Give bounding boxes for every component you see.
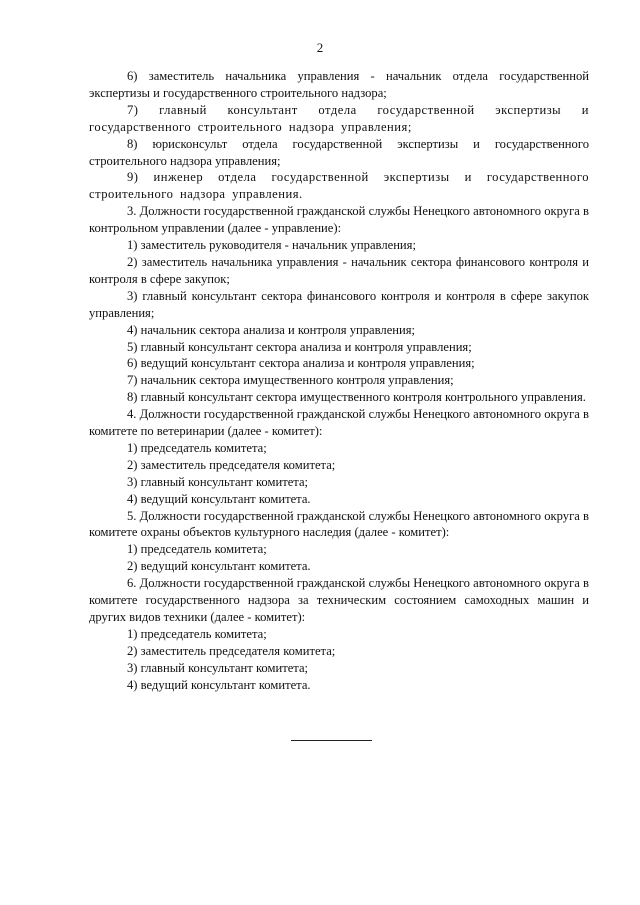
list-item: 2) заместитель начальника управления - начальник сектора финансового контроля и контроля в сфере закупок; bbox=[89, 254, 589, 286]
list-item: 4) ведущий консультант комитета. bbox=[127, 491, 311, 506]
list-item: 5) главный консультант сектора анализа и контроля управления; bbox=[127, 339, 472, 354]
document-body bbox=[89, 68, 589, 694]
list-item: 8) юрисконсульт отдела государственной экспертизы и государственного строительного надзора управления; bbox=[89, 136, 589, 168]
list-item: 7) начальник сектора имущественного контроля управления; bbox=[127, 373, 454, 388]
section-heading: 6. Должности государственной гражданской службы Ненецкого автономного округа в комитете государственного надзора за техническим состоянием самоходных машин и других видов техники (далее - комитет): bbox=[89, 576, 589, 624]
list-item: 6) заместитель начальника управления - начальник отдела государственной экспертизы и государственного строительного надзора; bbox=[89, 69, 589, 100]
list-item: 3) главный консультант комитета; bbox=[127, 660, 309, 675]
list-item: 9) инженер отдела государственной экспертизы и государственного строительного надзора управления. bbox=[89, 170, 589, 202]
section-heading: 4. Должности государственной гражданской службы Ненецкого автономного округа в комитете по ветеринарии (далее - комитет): bbox=[89, 407, 589, 439]
list-item: 4) ведущий консультант комитета. bbox=[127, 677, 311, 692]
list-item: 1) председатель комитета; bbox=[127, 542, 267, 557]
list-item: 1) председатель комитета; bbox=[127, 440, 267, 455]
list-item: 6) ведущий консультант сектора анализа и контроля управления; bbox=[127, 356, 475, 371]
closing-divider bbox=[291, 740, 372, 741]
section-heading: 3. Должности государственной гражданской службы Ненецкого автономного округа в контрольном управлении (далее - управление): bbox=[89, 204, 589, 236]
section-heading: 5. Должности государственной гражданской службы Ненецкого автономного округа в комитете охраны объектов культурного наследия (далее - комитет): bbox=[89, 508, 589, 540]
list-item: 2) заместитель председателя комитета; bbox=[127, 457, 336, 472]
list-item: 3) главный консультант сектора финансового контроля и контроля в сфере закупок управления; bbox=[89, 288, 589, 320]
list-item: 3) главный консультант комитета; bbox=[127, 474, 309, 489]
list-item: 2) заместитель председателя комитета; bbox=[127, 643, 336, 658]
list-item: 2) ведущий консультант комитета. bbox=[127, 559, 311, 574]
list-item: 7) главный консультант отдела государственной экспертизы и государственного строительного надзора управления; bbox=[89, 102, 589, 134]
list-item: 8) главный консультант сектора имущественного контроля контрольного управления. bbox=[127, 390, 586, 405]
page-number: 2 bbox=[316, 40, 324, 55]
list-item: 1) заместитель руководителя - начальник управления; bbox=[127, 238, 416, 253]
list-item: 1) председатель комитета; bbox=[127, 626, 267, 641]
list-item: 4) начальник сектора анализа и контроля управления; bbox=[127, 322, 416, 337]
